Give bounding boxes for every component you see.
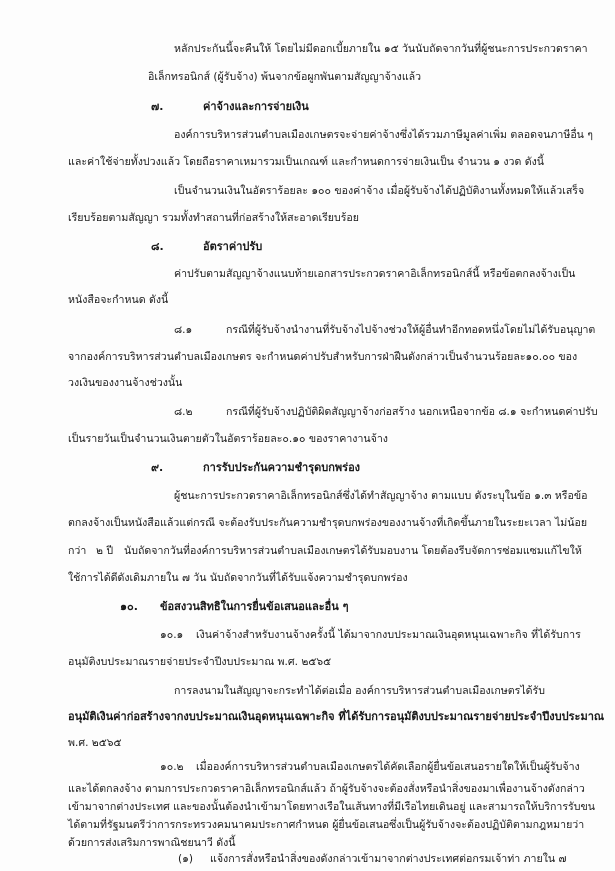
text-line: ผู้ชนะการประกวดราคาอิเล็กทรอนิกส์ซึ่งได้ทำสัญญาจ้าง ตามแบบ ดังระบุในข้อ ๑.๓ หรือข้อ (174, 490, 588, 502)
text-line: การลงนามในสัญญาจะกระทำได้ต่อเมื่อ องค์การบริหารส่วนตำบลเมืองเกษตรได้รับ (174, 685, 545, 697)
text-line: ได้ตามที่รัฐมนตรีว่าการกระทรวงคมนาคมประกาศกำหนด ผู้ยื่นข้อเสนอซึ่งเป็นผู้รับจ้างจะต้องปฏิบัติตามกฎหมายว่า (68, 819, 585, 831)
text-line: กรณีที่ผู้รับจ้างนำงานที่รับจ้างไปจ้างช่วงให้ผู้อื่นทำอีกทอดหนึ่งโดยไม่ได้รับอนุญาต (226, 324, 596, 336)
subsection-number: ๘.๑ (174, 324, 193, 336)
section-title: อัตราค่าปรับ (203, 240, 263, 253)
list-item-number: (๑) (178, 853, 193, 865)
section-heading-10 (120, 600, 349, 614)
section-number: ๗. (151, 100, 164, 113)
text-line: เรียบร้อยตามสัญญา รวมทั้งทำสถานที่ก่อสร้างให้สะอาดเรียบร้อย (68, 212, 359, 224)
subsection-number: ๑๐.๑ (160, 629, 184, 641)
text-line: อนุมัติงบประมาณรายจ่ายประจำปีงบประมาณ พ.ศ. ๒๕๖๕ (68, 656, 332, 668)
section-number: ๑๐. (120, 600, 138, 613)
section-title: การรับประกันความชำรุดบกพร่อง (203, 461, 361, 474)
text-line: องค์การบริหารส่วนตำบลเมืองเกษตรจะจ่ายค่าจ้างซึ่งได้รวมภาษีมูลค่าเพิ่ม ตลอดจนภาษีอื่น ๆ (174, 129, 593, 141)
text-line: ด้วยการส่งเสริมการพาณิชยนาวี ดังนี้ (68, 837, 236, 849)
list-item: แจ้งการสั่งหรือนำสิ่งของดังกล่าวเข้ามาจากต่างประเทศต่อกรมเจ้าท่า ภายใน ๗ (210, 853, 567, 865)
text-line: เมื่อองค์การบริหารส่วนตำบลเมืองเกษตรได้คัดเลือกผู้ยื่นข้อเสนอรายใดให้เป็นผู้รับจ้าง (196, 761, 580, 773)
text-line: และได้ตกลงจ้าง ตามการประกวดราคาอิเล็กทรอนิกส์แล้ว ถ้าผู้รับจ้างจะต้องสั่งหรือนำสิ่งของมาเพื่องานจ้างดังกล่าว (68, 783, 585, 795)
text-line: เป็นจำนวนเงินในอัตราร้อยละ ๑๐๐ ของค่าจ้าง เมื่อผู้รับจ้างได้ปฏิบัติงานทั้งหมดให้แล้วเสร็จ (174, 185, 585, 197)
section-title: ค่าจ้างและการจ่ายเงิน (203, 100, 309, 113)
text-line: นับถัดจากวันที่องค์การบริหารส่วนตำบลเมืองเกษตรได้รับมอบงาน โดยต้องรีบจัดการซ่อมแซมแก้ไขให้ (124, 545, 582, 557)
text-line: อนุมัติเงินค่าก่อสร้างจากงบประมาณเงินอุดหนุนเฉพาะกิจ ที่ได้รับการอนุมัติงบประมาณรายจ่ายประจำปีงบประมาณ (68, 710, 605, 723)
text-line: กรณีที่ผู้รับจ้างปฏิบัติผิดสัญญาจ้างก่อสร้าง นอกเหนือจากข้อ ๘.๑ จะกำหนดค่าปรับ (226, 406, 598, 418)
text-line: ใช้การได้ดีดังเดิมภายใน ๗ วัน นับถัดจากวันที่ได้รับแจ้งความชำรุดบกพร่อง (68, 572, 408, 584)
text-line: เงินค่าจ้างสำหรับงานจ้างครั้งนี้ ได้มาจากงบประมาณเงินอุดหนุนเฉพาะกิจ ที่ได้รับการ (196, 629, 581, 641)
text-line: หนังสือจะกำหนด ดังนี้ (68, 294, 169, 306)
text-line: วงเงินของงานจ้างช่วงนั้น (68, 377, 183, 389)
text-line: ๒ ปี (96, 545, 114, 557)
section-title: ข้อสงวนสิทธิในการยื่นข้อเสนอและอื่น ๆ (160, 600, 349, 613)
text-line: ตกลงจ้างเป็นหนังสือแล้วแต่กรณี จะต้องรับประกันความชำรุดบกพร่องของงานจ้างที่เกิดขึ้นภายในระยะเวลา ไม่น้อย (68, 517, 588, 529)
text-line: พ.ศ. ๒๕๖๕ (68, 737, 122, 749)
text-line: จากองค์การบริหารส่วนตำบลเมืองเกษตร จะกำหนดค่าปรับสำหรับการฝ่าฝืนดังกล่าวเป็นจำนวนร้อยละ๑๐.๐๐ ของ (68, 351, 578, 363)
section-heading-7 (151, 100, 309, 114)
text-line: กว่า (68, 545, 87, 557)
section-heading-9 (151, 461, 360, 475)
text-line: ค่าปรับตามสัญญาจ้างแนบท้ายเอกสารประกวดราคาอิเล็กทรอนิกส์นี้ หรือข้อตกลงจ้างเป็น (174, 268, 576, 280)
text-line: หลักประกันนี้จะคืนให้ โดยไม่มีดอกเบี้ยภายใน ๑๕ วันนับถัดจากวันที่ผู้ชนะการประกวดราคา (174, 43, 588, 55)
subsection-number: ๘.๒ (174, 406, 193, 418)
section-heading-8 (151, 240, 262, 254)
text-line: อิเล็กทรอนิกส์ (ผู้รับจ้าง) พ้นจากข้อผูกพันตามสัญญาจ้างแล้ว (148, 71, 422, 83)
text-line: และค่าใช้จ่ายทั้งปวงแล้ว โดยถือราคาเหมารวมเป็นเกณฑ์ และกำหนดการจ่ายเงินเป็น จำนวน ๑ งวด ดังนี้ (68, 156, 544, 168)
section-number: ๙. (151, 461, 164, 474)
section-number: ๘. (151, 240, 164, 253)
subsection-number: ๑๐.๒ (160, 761, 184, 773)
text-line: เข้ามาจากต่างประเทศ และของนั้นต้องนำเข้ามาโดยทางเรือในเส้นทางที่มีเรือไทยเดินอยู่ และสามารถให้บริการรับขน (68, 801, 595, 813)
text-line: เป็นรายวันเป็นจำนวนเงินตายตัวในอัตราร้อยละ๐.๑๐ ของราคางานจ้าง (68, 433, 388, 445)
